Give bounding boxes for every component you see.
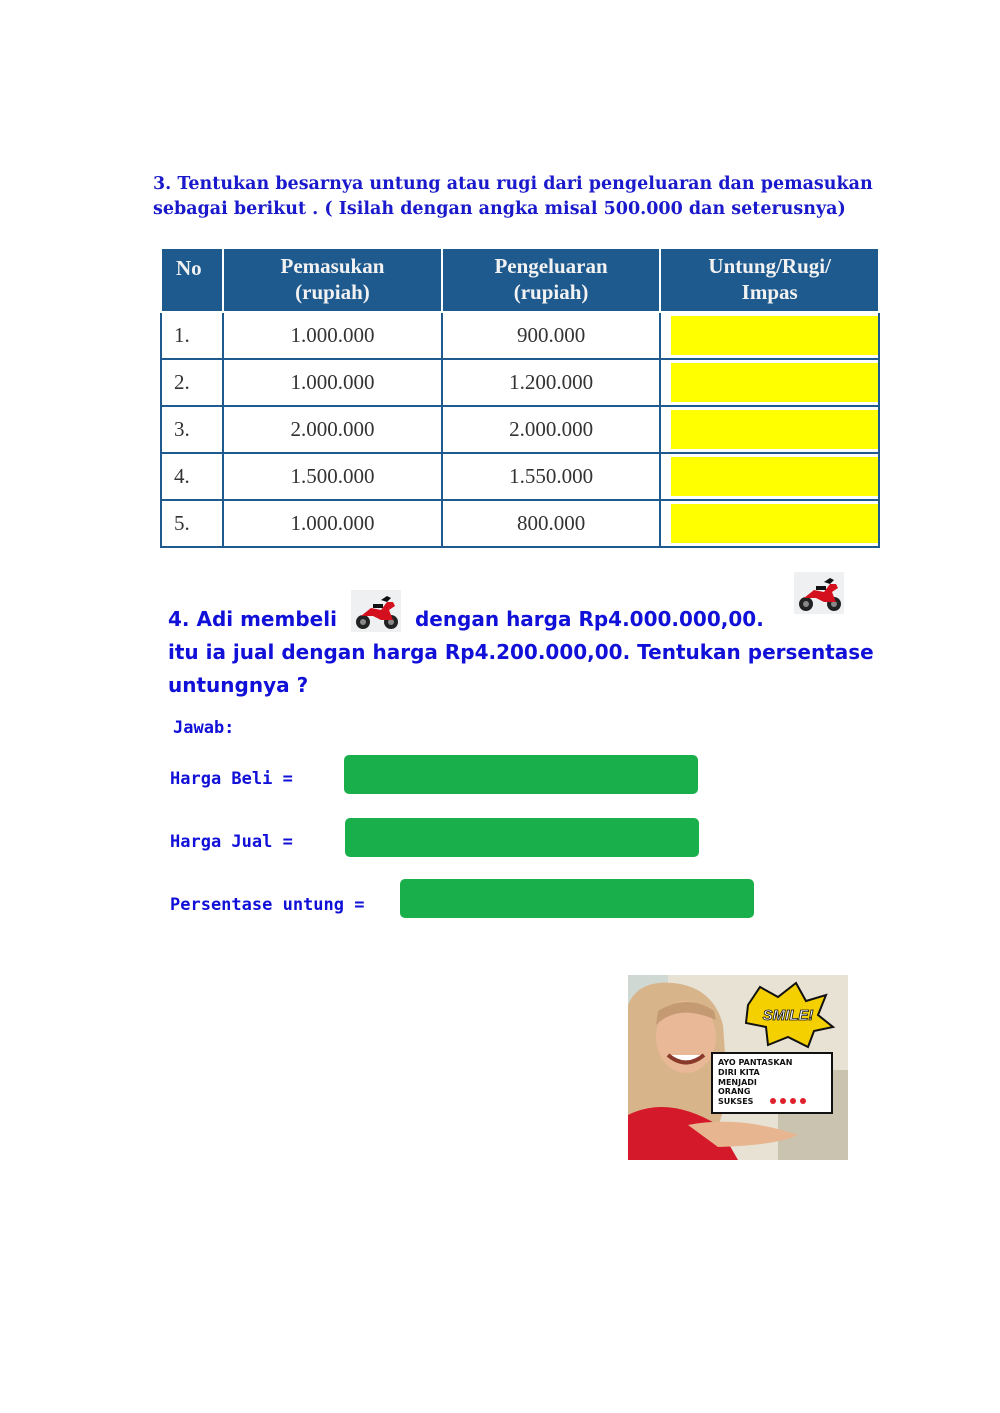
answer-input-5[interactable] bbox=[671, 504, 878, 543]
poster-caption-1: AYO PANTASKAN bbox=[718, 1058, 793, 1067]
harga-beli-label: Harga Beli = bbox=[170, 769, 293, 789]
harga-jual-label: Harga Jual = bbox=[170, 832, 293, 852]
pemasukan-cell: 1.000.000 bbox=[223, 312, 442, 359]
header-untung-rugi-impas: Untung/Rugi/ Impas bbox=[660, 248, 879, 312]
pengeluaran-cell: 2.000.000 bbox=[442, 406, 661, 453]
harga-beli-input[interactable] bbox=[344, 755, 698, 794]
pengeluaran-cell: 1.550.000 bbox=[442, 453, 661, 500]
pemasukan-cell: 2.000.000 bbox=[223, 406, 442, 453]
answer-input-3[interactable] bbox=[671, 410, 878, 449]
pengeluaran-cell: 1.200.000 bbox=[442, 359, 661, 406]
profit-loss-table bbox=[160, 247, 880, 551]
poster-caption-3: MENJADI bbox=[718, 1078, 757, 1087]
row-number: 3. bbox=[161, 406, 223, 453]
header-pemasukan: Pemasukan (rupiah) bbox=[223, 248, 442, 312]
table-row bbox=[161, 406, 879, 453]
pemasukan-cell: 1.500.000 bbox=[223, 453, 442, 500]
poster-caption-5: SUKSES bbox=[718, 1097, 754, 1106]
harga-jual-input[interactable] bbox=[345, 818, 699, 857]
header-pengeluaran: Pengeluaran (rupiah) bbox=[442, 248, 661, 312]
answer-input-4[interactable] bbox=[671, 457, 878, 496]
table-row bbox=[161, 453, 879, 500]
table-header-row bbox=[161, 248, 879, 312]
persentase-untung-label: Persentase untung = bbox=[170, 895, 365, 915]
pengeluaran-cell: 900.000 bbox=[442, 312, 661, 359]
header-no: No bbox=[161, 248, 223, 312]
persentase-untung-input[interactable] bbox=[400, 879, 754, 918]
question-4-text: 4. Adi membeli dengan harga Rp4.000.000,00. itu ia jual dengan harga Rp4.200.000,00. Tentukan persentase untungnya ? bbox=[168, 590, 888, 702]
row-number: 5. bbox=[161, 500, 223, 547]
pemasukan-cell: 1.000.000 bbox=[223, 359, 442, 406]
row-number: 4. bbox=[161, 453, 223, 500]
pemasukan-cell: 1.000.000 bbox=[223, 500, 442, 547]
motorcycle-icon bbox=[351, 590, 401, 632]
poster-badge: SMILE! bbox=[762, 1007, 814, 1024]
question-3-text: 3. Tentukan besarnya untung atau rugi dari pengeluaran dan pemasukan sebagai berikut . ( Isilah dengan angka misal 500.000 dan seterusnya) bbox=[153, 174, 873, 219]
table-row bbox=[161, 312, 879, 359]
heart-icon bbox=[780, 1098, 786, 1104]
table-row bbox=[161, 500, 879, 547]
heart-icon bbox=[800, 1098, 806, 1104]
motivation-poster bbox=[628, 975, 848, 1160]
row-number: 1. bbox=[161, 312, 223, 359]
jawab-label: Jawab: bbox=[173, 718, 235, 738]
answer-input-2[interactable] bbox=[671, 363, 878, 402]
heart-icon bbox=[770, 1098, 776, 1104]
answer-input-1[interactable] bbox=[671, 316, 878, 355]
table-row bbox=[161, 359, 879, 406]
row-number: 2. bbox=[161, 359, 223, 406]
motorcycle-icon bbox=[793, 572, 845, 614]
heart-icon bbox=[790, 1098, 796, 1104]
pengeluaran-cell: 800.000 bbox=[442, 500, 661, 547]
poster-caption-4: ORANG bbox=[718, 1087, 751, 1096]
poster-caption-2: DIRI KITA bbox=[718, 1068, 760, 1077]
